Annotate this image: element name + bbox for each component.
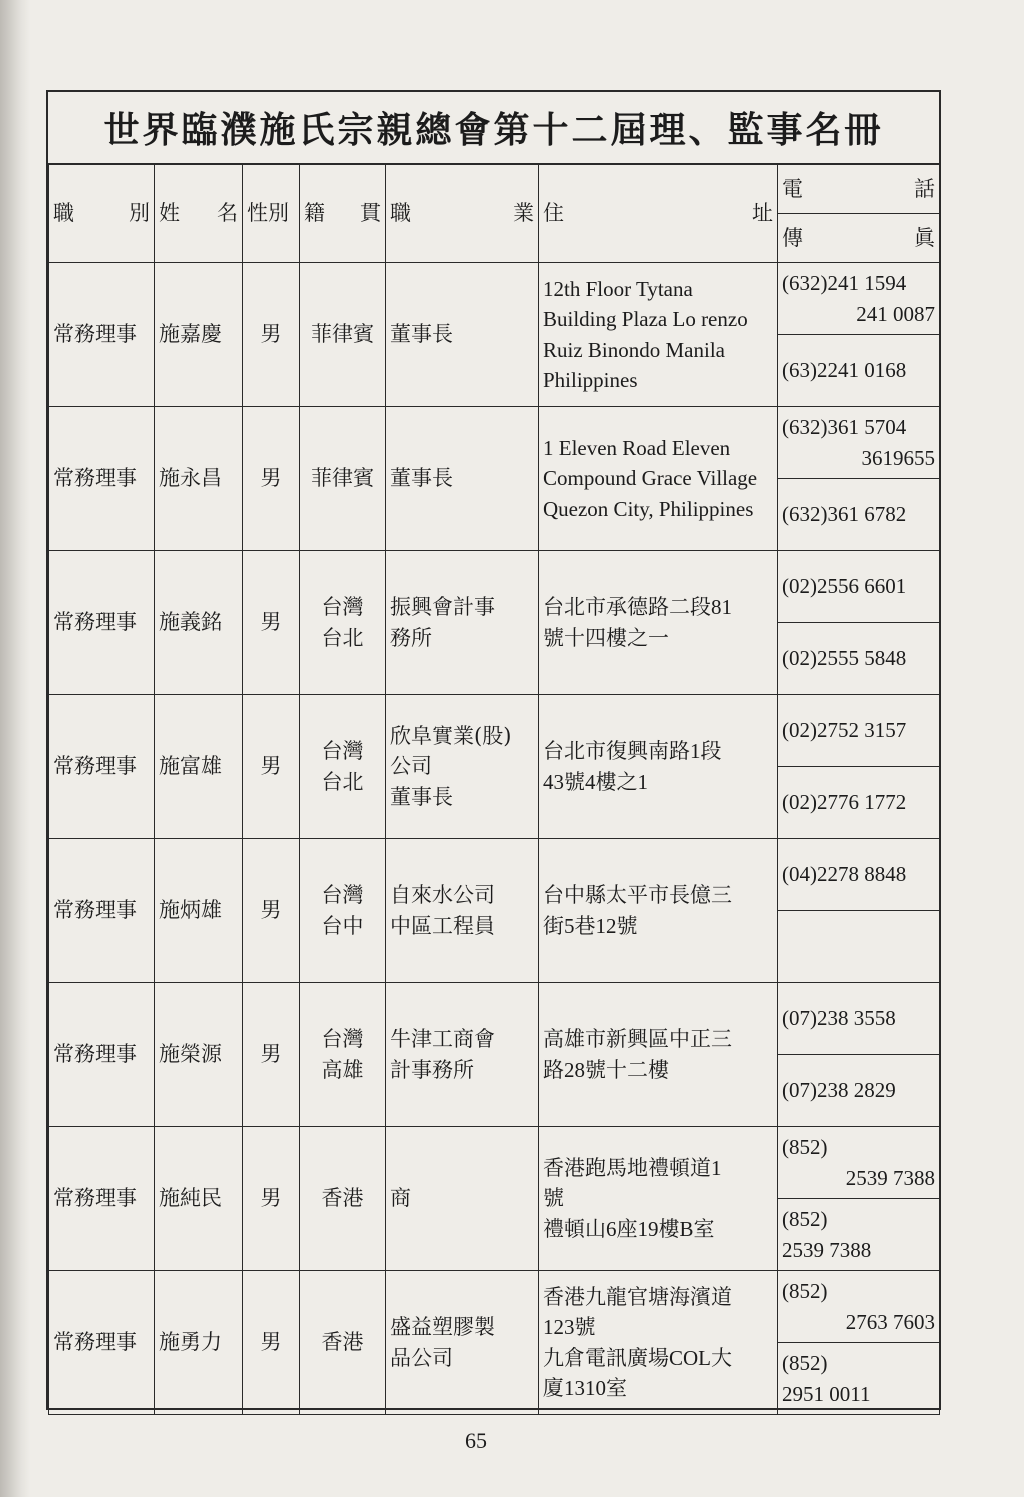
text-line: 2763 7603: [845, 1309, 935, 1334]
member-row: [49, 1127, 940, 1199]
text-line: (852): [782, 1351, 828, 1376]
member-job: [386, 263, 539, 407]
text-line: 台中縣太平市長億三: [543, 883, 732, 908]
member-phone: [778, 407, 940, 479]
member-phone: [778, 1271, 940, 1343]
text-line: 九倉電訊廣場COL大: [543, 1345, 732, 1370]
member-address: [539, 695, 778, 839]
text-line: Ruiz Binondo Manila: [543, 337, 725, 362]
text-line: (852): [782, 1279, 828, 1304]
member-gender: 男: [243, 839, 300, 983]
text-line: 中區工程員: [390, 913, 495, 938]
text-line: 菲律賓: [311, 466, 374, 491]
member-address: [539, 839, 778, 983]
text-line: 香港九龍官塘海濱道: [543, 1284, 732, 1309]
member-address: [539, 407, 778, 551]
member-gender: 男: [243, 1127, 300, 1271]
text-line: 台灣: [321, 1027, 364, 1052]
text-line: 台中: [321, 913, 364, 938]
text-line: Philippines: [543, 367, 638, 392]
member-job: [386, 695, 539, 839]
member-job: [386, 1127, 539, 1271]
text-line: 241 0087: [856, 301, 935, 326]
member-address: [539, 551, 778, 695]
member-title: 常務理事: [49, 983, 155, 1127]
text-line: (07)238 2829: [782, 1078, 896, 1103]
text-line: Quezon City, Philippines: [543, 496, 754, 521]
member-title: 常務理事: [49, 1271, 155, 1415]
text-line: 街5巷12號: [543, 913, 638, 938]
member-row: [49, 263, 940, 335]
text-line: (07)238 3558: [782, 1006, 896, 1031]
text-line: 台北: [321, 769, 364, 794]
text-line: 台灣: [321, 883, 364, 908]
member-name: 施炳雄: [155, 839, 243, 983]
member-fax: [778, 623, 940, 695]
text-line: 禮頓山6座19樓B室: [543, 1216, 715, 1241]
member-origin: [300, 407, 386, 551]
text-line: 香港: [321, 1330, 364, 1355]
header-title: 職 別: [49, 165, 155, 263]
text-line: (852): [782, 1135, 828, 1160]
header-origin: 籍 貫: [300, 165, 386, 263]
text-line: 2539 7388: [782, 1237, 872, 1262]
member-gender: 男: [243, 1271, 300, 1415]
text-line: 公司: [390, 754, 432, 779]
text-line: 123號: [543, 1315, 596, 1340]
member-fax: [778, 911, 940, 983]
member-origin: [300, 1127, 386, 1271]
text-line: 香港跑馬地禮頓道1: [543, 1155, 722, 1180]
text-line: 台北市復興南路1段: [543, 739, 722, 764]
member-fax: [778, 767, 940, 839]
member-phone: [778, 263, 940, 335]
member-address: [539, 263, 778, 407]
text-line: 廈1310室: [543, 1375, 627, 1400]
member-job: [386, 983, 539, 1127]
member-name: 施勇力: [155, 1271, 243, 1415]
text-line: (02)2556 6601: [782, 574, 907, 599]
member-phone: [778, 551, 940, 623]
member-name: 施榮源: [155, 983, 243, 1127]
member-job: [386, 839, 539, 983]
member-title: 常務理事: [49, 695, 155, 839]
text-line: 商: [390, 1186, 411, 1211]
text-line: 高雄: [321, 1057, 364, 1082]
member-roster-table: [48, 164, 940, 1415]
member-gender: 男: [243, 983, 300, 1127]
member-row: [49, 407, 940, 479]
text-line: 台灣: [321, 739, 364, 764]
text-line: 欣阜實業(股): [390, 723, 512, 748]
member-gender: 男: [243, 263, 300, 407]
member-title: 常務理事: [49, 1127, 155, 1271]
text-line: 12th Floor Tytana: [543, 276, 693, 301]
text-line: 品公司: [390, 1345, 453, 1370]
member-name: 施富雄: [155, 695, 243, 839]
text-line: 盛益塑膠製: [390, 1315, 495, 1340]
text-line: (04)2278 8848: [782, 862, 907, 887]
member-title: 常務理事: [49, 839, 155, 983]
member-row: [49, 695, 940, 767]
text-line: 3619655: [861, 445, 935, 470]
member-fax: [778, 479, 940, 551]
text-line: Building Plaza Lo renzo: [543, 307, 748, 332]
member-phone: [778, 695, 940, 767]
text-line: 自來水公司: [390, 883, 495, 908]
page-binding-shadow: [0, 0, 30, 1497]
member-fax: [778, 335, 940, 407]
member-origin: [300, 695, 386, 839]
member-origin: [300, 1271, 386, 1415]
member-job: [386, 1271, 539, 1415]
member-title: 常務理事: [49, 407, 155, 551]
member-name: 施永昌: [155, 407, 243, 551]
member-job: [386, 407, 539, 551]
member-row: [49, 551, 940, 623]
member-title: 常務理事: [49, 551, 155, 695]
member-row: [49, 839, 940, 911]
header-fax: 傳 眞: [778, 214, 940, 263]
member-title: 常務理事: [49, 263, 155, 407]
text-line: 43號4樓之1: [543, 769, 648, 794]
member-phone: [778, 983, 940, 1055]
text-line: 振興會計事: [390, 595, 495, 620]
text-line: 台北: [321, 625, 364, 650]
member-job: [386, 551, 539, 695]
text-line: 1 Eleven Road Eleven: [543, 435, 731, 460]
header-gender: 性別: [243, 165, 300, 263]
member-phone: [778, 1127, 940, 1199]
text-line: 號: [543, 1186, 564, 1211]
member-name: 施嘉慶: [155, 263, 243, 407]
text-line: 號十四樓之一: [543, 625, 669, 650]
text-line: (02)2752 3157: [782, 718, 907, 743]
page-number: 65: [465, 1428, 487, 1453]
text-line: (02)2555 5848: [782, 646, 907, 671]
member-gender: 男: [243, 695, 300, 839]
text-line: 2539 7388: [845, 1165, 935, 1190]
text-line: (632)361 6782: [782, 502, 907, 527]
roster-frame: [46, 90, 941, 1410]
member-fax: [778, 1343, 940, 1415]
member-row: [49, 983, 940, 1055]
header-row: [49, 165, 940, 214]
header-name: 姓 名: [155, 165, 243, 263]
member-address: [539, 1271, 778, 1415]
member-phone: [778, 839, 940, 911]
text-line: 高雄市新興區中正三: [543, 1027, 732, 1052]
text-line: (852): [782, 1207, 828, 1232]
text-line: (632)241 1594: [782, 271, 907, 296]
text-line: 牛津工商會: [390, 1027, 495, 1052]
text-line: 台灣: [321, 595, 364, 620]
member-fax: [778, 1199, 940, 1271]
member-origin: [300, 839, 386, 983]
text-line: (02)2776 1772: [782, 790, 907, 815]
text-line: 菲律賓: [311, 322, 374, 347]
member-origin: [300, 263, 386, 407]
member-gender: 男: [243, 407, 300, 551]
text-line: (632)361 5704: [782, 415, 907, 440]
text-line: 香港: [321, 1186, 364, 1211]
text-line: Compound Grace Village: [543, 466, 758, 491]
member-name: 施純民: [155, 1127, 243, 1271]
text-line: 務所: [390, 625, 432, 650]
text-line: 董事長: [390, 466, 453, 491]
text-line: 計事務所: [390, 1057, 474, 1082]
text-line: 董事長: [390, 322, 453, 347]
member-row: [49, 1271, 940, 1343]
member-address: [539, 983, 778, 1127]
member-gender: 男: [243, 551, 300, 695]
text-line: (63)2241 0168: [782, 358, 907, 383]
header-job: 職 業: [386, 165, 539, 263]
member-fax: [778, 1055, 940, 1127]
header-address: 住 址: [539, 165, 778, 263]
text-line: 路28號十二樓: [543, 1057, 669, 1082]
text-line: 董事長: [390, 784, 453, 809]
member-origin: [300, 983, 386, 1127]
member-address: [539, 1127, 778, 1271]
text-line: 台北市承德路二段81: [543, 595, 732, 620]
member-name: 施義銘: [155, 551, 243, 695]
member-origin: [300, 551, 386, 695]
header-phone: 電 話: [778, 165, 940, 214]
page-title: 世界臨濮施氏宗親總會第十二屆理、監事名冊: [48, 92, 939, 164]
text-line: 2951 0011: [782, 1381, 871, 1406]
